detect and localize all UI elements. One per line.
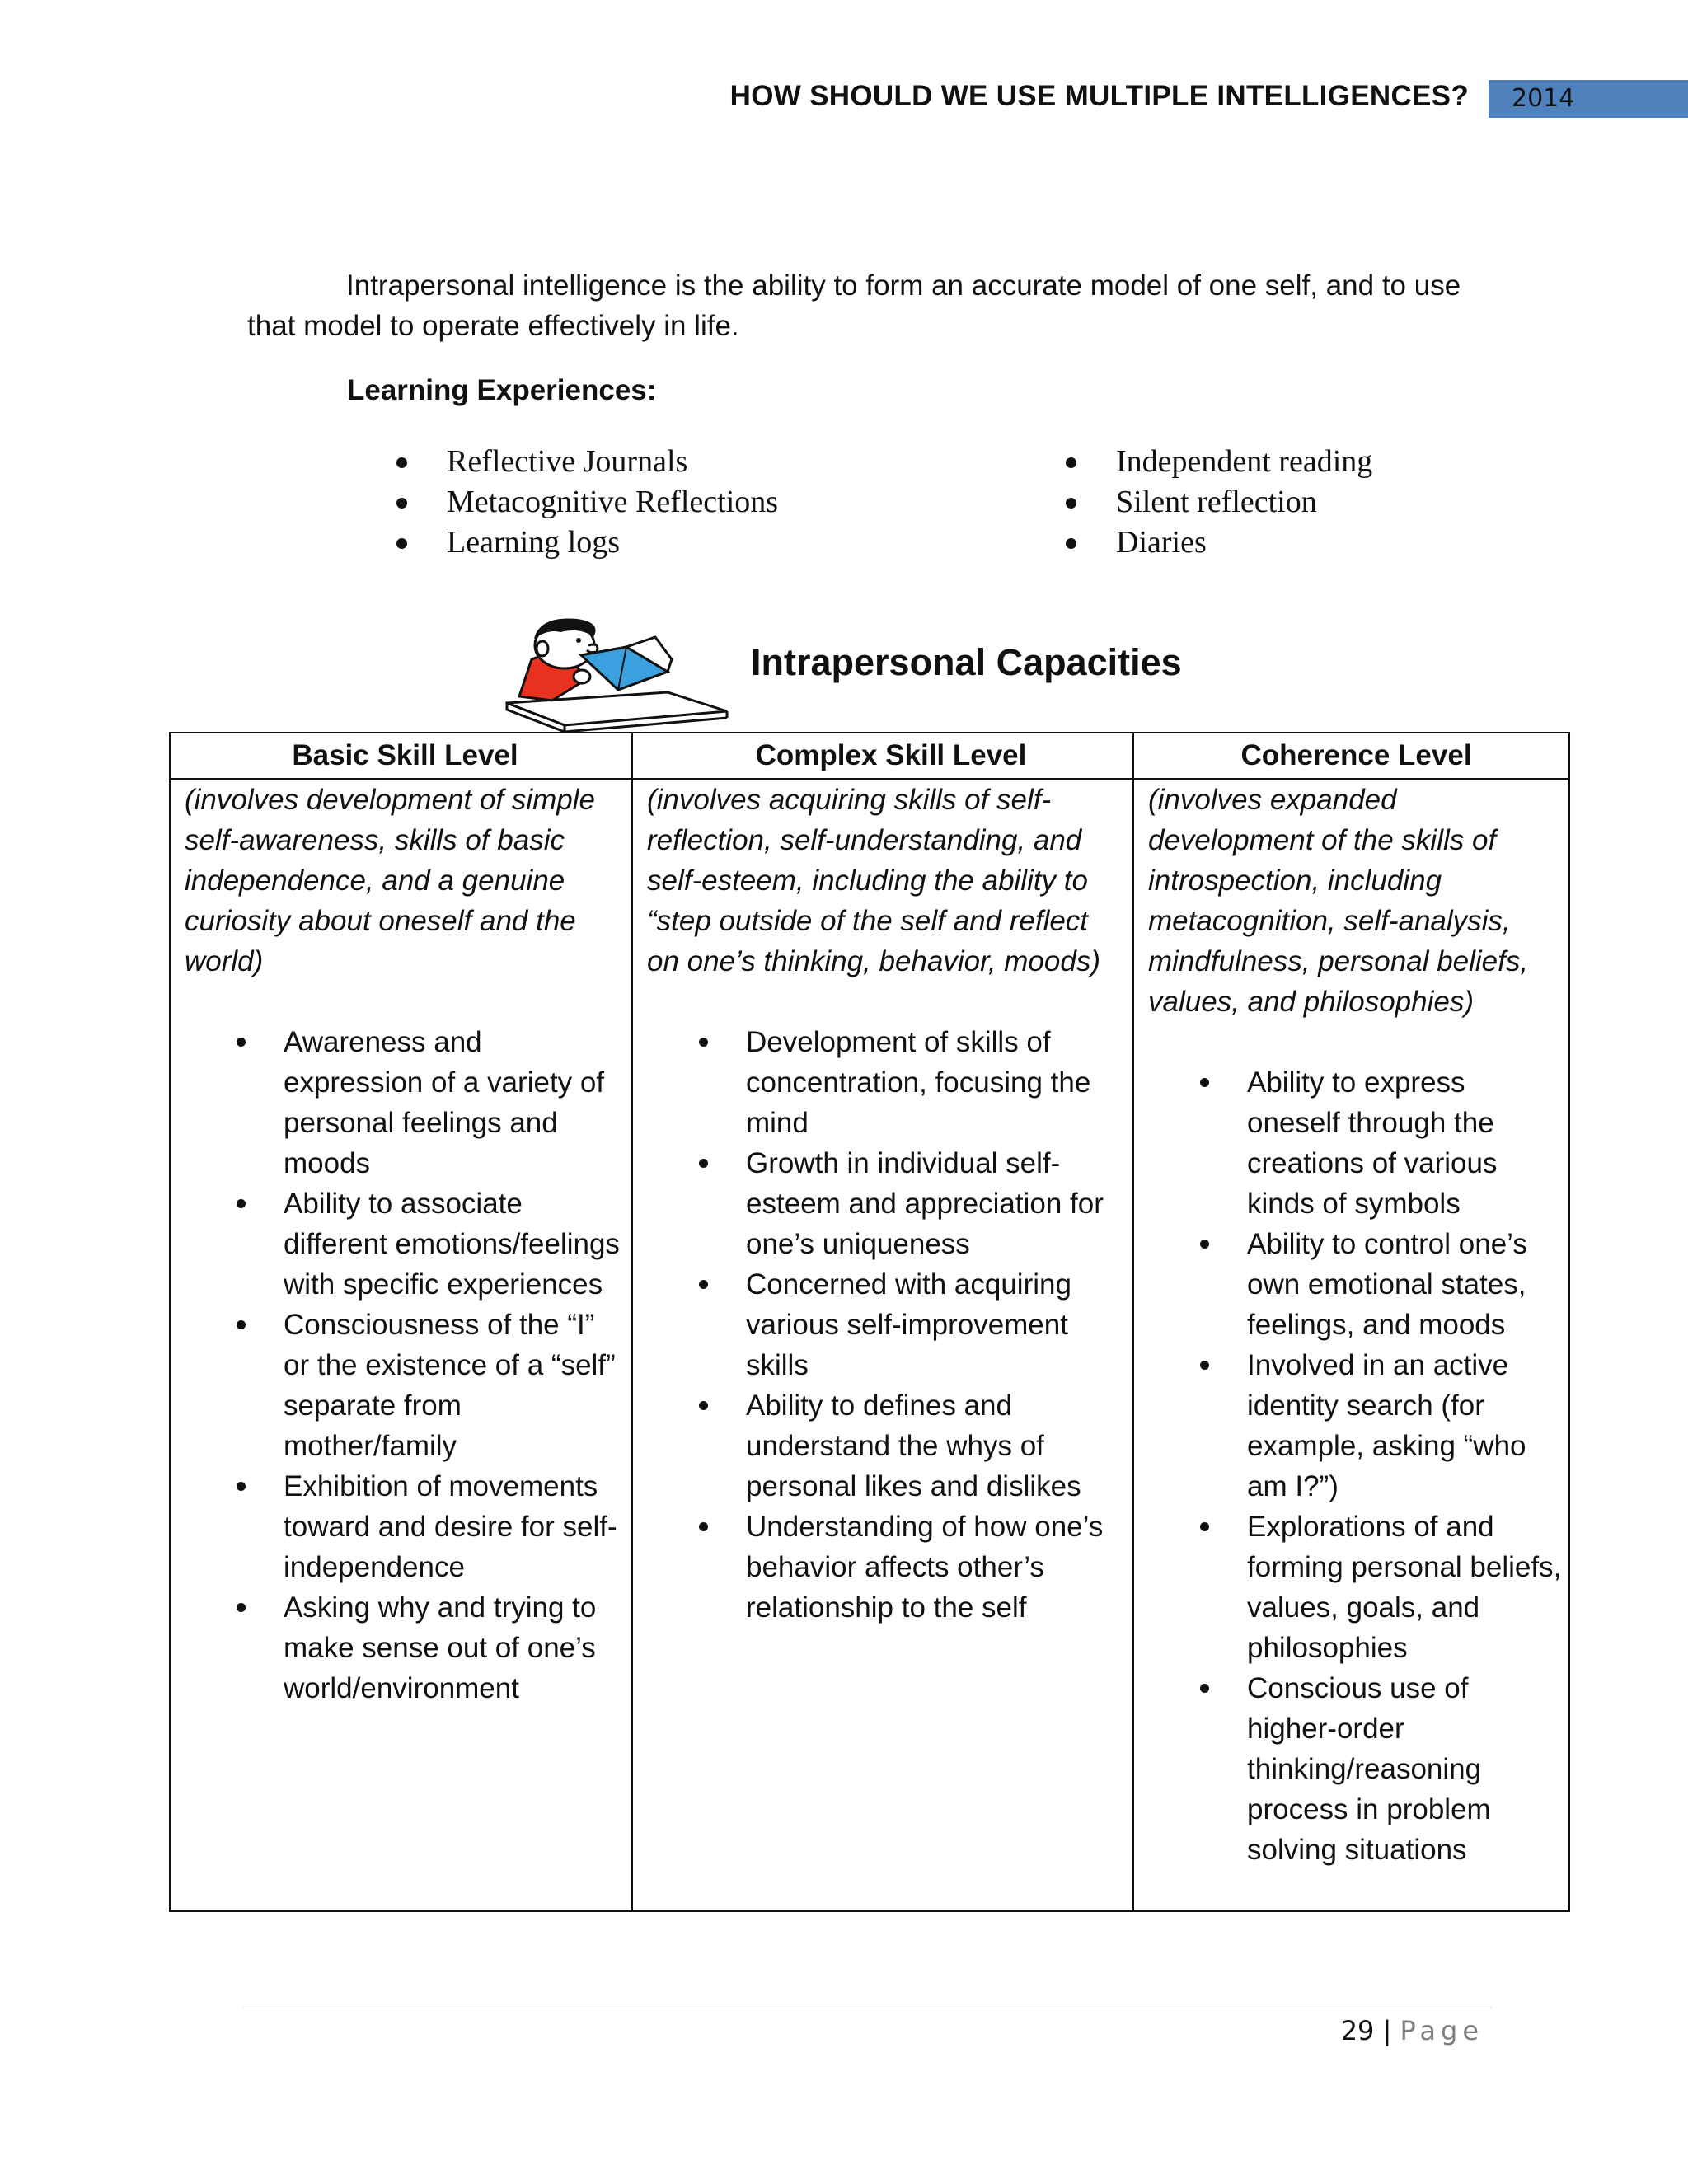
skill-item: Concerned with acquiring various self-improvement skills [647,1264,1126,1385]
skill-item: Ability to express oneself through the creations of various kinds of symbols [1148,1062,1564,1224]
skill-item: Consciousness of the “I” or the existence of a “self” separate from mother/family [185,1305,625,1466]
header-title: HOW SHOULD WE USE MULTIPLE INTELLIGENCES? [729,80,1469,112]
learning-item: Metacognitive Reflections [396,482,778,523]
column-description: (involves acquiring skills of self-reflection, self-understanding, and self-esteem, including the ability to “step outside of the self and reflect on one’s thinking, behavior, moods) [647,784,1100,977]
skill-item: Ability to associate different emotions/feelings with specific experiences [185,1183,625,1305]
column-description: (involves development of simple self-awareness, skills of basic independence, and a genuine curiosity about oneself and the world) [185,784,596,977]
page-label: Page [1400,2015,1484,2046]
learning-item: Silent reflection [1066,482,1372,523]
page-footer [1294,2011,1484,2050]
intro-paragraph: Intrapersonal intelligence is the ability to form an accurate model of one self, and to use that model to operate effectively in life. [247,269,1461,342]
column-coherence [1134,780,1570,1870]
learning-experiences-heading: Learning Experiences: [347,374,657,406]
skill-list [1148,1062,1564,1870]
skill-item: Involved in an active identity search (for example, asking “who am I?”) [1148,1345,1564,1507]
learning-item: Learning logs [396,523,778,563]
learning-item: Diaries [1066,523,1372,563]
column-basic [171,780,631,1708]
column-complex [633,780,1132,1628]
skill-list [647,1022,1126,1628]
skill-item: Ability to control one’s own emotional states, feelings, and moods [1148,1224,1564,1345]
skill-item: Exhibition of movements toward and desire for self-independence [185,1466,625,1587]
skill-list [185,1022,625,1708]
learning-list-left [396,442,778,563]
skill-item: Awareness and expression of a variety of personal feelings and moods [185,1022,625,1183]
header-year-badge: 2014 [1489,80,1688,118]
column-heading-basic: Basic Skill Level [292,739,518,771]
learning-item: Independent reading [1066,442,1372,482]
column-heading-coherence: Coherence Level [1240,739,1472,771]
learning-item: Reflective Journals [396,442,778,482]
page-number: 29 [1340,2015,1375,2046]
skill-item: Understanding of how one’s behavior affects other’s relationship to the self [647,1507,1126,1628]
skill-item: Conscious use of higher-order thinking/reasoning process in problem solving situations [1148,1668,1564,1870]
skill-item: Development of skills of concentration, focusing the mind [647,1022,1126,1143]
boy-reading-book-illustration [503,614,734,738]
capacities-title: Intrapersonal Capacities [751,641,1182,683]
skill-item: Asking why and trying to make sense out of one’s world/environment [185,1587,625,1708]
skill-item: Growth in individual self-esteem and appreciation for one’s uniqueness [647,1143,1126,1264]
skill-item: Ability to defines and understand the whys of personal likes and dislikes [647,1385,1126,1507]
capacities-table [169,732,1570,1912]
column-heading-complex: Complex Skill Level [755,739,1027,771]
skill-item: Explorations of and forming personal beliefs, values, goals, and philosophies [1148,1507,1564,1668]
column-description: (involves expanded development of the skills of introspection, including metacognition, self-analysis, mindfulness, personal beliefs, values, and philosophies) [1148,784,1529,1018]
page-separator: | [1382,2015,1392,2046]
learning-list-right [1066,442,1372,563]
